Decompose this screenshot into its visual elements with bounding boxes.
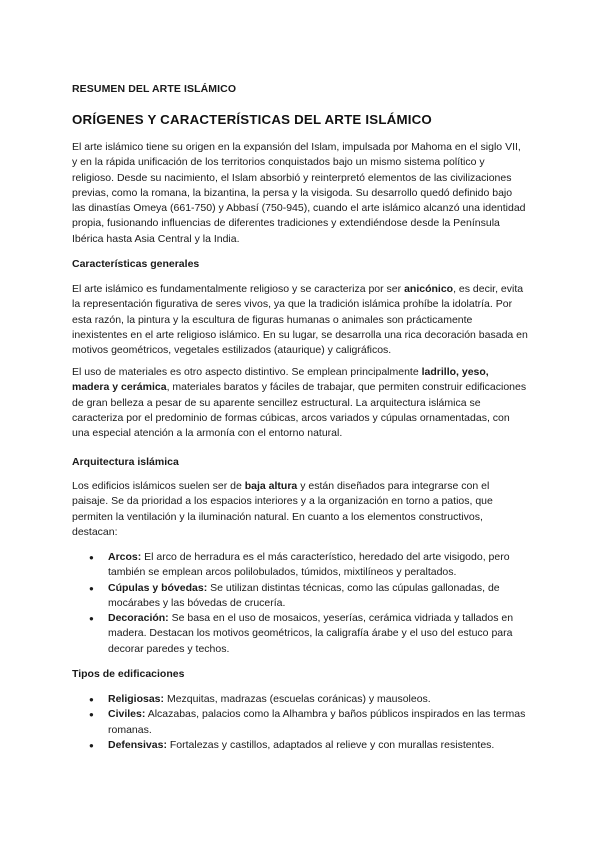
list-text: Fortalezas y castillos, adaptados al relieve y con murallas resistentes. [166,738,495,751]
list-text: El arco de herradura es el más característico, heredado del arte visigodo, pero también se emplean arcos polilobulados, túmidos, mixtilíneos y peraltados. [108,551,510,579]
intro-paragraph: El arte islámico tiene su origen en la expansión del Islam, impulsada por Mahoma en el siglo VII, y en la rápida unificación de los territorios conquistados bajo un mismo sistema político y religioso. Desde su nacimiento, el Islam absorbió y reinterpretó elementos de las civilizaciones previas, como la romana, la bizantina, la persa y la visigoda. Su desarrollo quedó definido bajo las dinastías Omeya (661-750) y Abbasí (750-945), cuando el arte islámico alcanzó una identidad propia, fusionando influencias de diferentes tradiciones y extendiéndose desde la Península Ibérica hasta Asia Central y la India. [72,141,526,245]
list-term: Arcos: [108,551,142,563]
text-run: , materiales baratos y fáciles de trabajar, que permiten construir edificaciones de gran belleza a pesar de su aparente sencillez estructural. La arquitectura islámica se caracteriza por el predominio de formas cúbicas, arcos variados y cúpulas ornamentadas, con una especial atención a la armonía con el entorno natural. [72,381,527,440]
text-run: , es decir, evita la representación figurativa de seres vivos, ya que la tradición islámica prohíbe la idolatría. Por esta razón, la pintura y la escultura de figuras humanas o animales son prácticamente inexistentes en el arte religioso islámico. En su lugar, se desarrolla una rica decoración basada en motivos geométricos, vegetales estilizados (ataurique) y caligráficos. [72,283,528,357]
list-item [72,581,528,612]
list-item [72,738,528,753]
arch-list [72,550,528,657]
list-term: Religiosas: [108,693,165,705]
list-text: Se basa en el uso de mosaicos, yeserías, cerámica vidriada y tallados en madera. Destacan los motivos geométricos, la caligrafía árabe y el uso del estuco para decorar paredes y techos. [108,612,514,655]
types-heading: Tipos de edificaciones [72,668,185,680]
types-list [72,692,528,753]
list-text: Mezquitas, madrazas (escuelas coránicas) y mausoleos. [164,693,431,705]
text-run: El uso de materiales es otro aspecto distintivo. Se emplean principalmente [72,366,422,378]
list-item [72,550,528,581]
text-run: y están diseñados para integrarse con el paisaje. Se da prioridad a los espacios interiores y a la organización en torno a patios, que permiten la ventilación y la iluminación natural. En cuanto a los elementos constructivos, destacan: [72,480,493,538]
bold-term: ladrillo, yeso, madera y cerámica [72,366,489,394]
general-paragraph-2 [72,365,528,441]
list-item [72,692,528,707]
bold-term: baja altura [244,480,298,492]
list-item [72,707,528,738]
list-text: Alcazabas, palacios como la Alhambra y baños públicos inspirados en las termas romanas. [108,708,526,736]
general-heading: Características generales [72,258,200,270]
list-term: Cúpulas y bóvedas: [108,581,208,594]
arch-paragraph [72,479,528,540]
list-text: Se utilizan distintas técnicas, como las cúpulas gallonadas, de mocárabes y las bóvedas de crucería. [108,581,500,609]
list-item [72,611,528,657]
list-term: Defensivas: [108,738,167,751]
list-term: Decoración: [108,612,169,625]
bold-term: anicónico [404,283,454,295]
list-term: Civiles: [108,708,146,721]
arch-heading: Arquitectura islámica [72,456,179,468]
text-run: Los edificios islámicos suelen ser de [72,480,245,492]
general-paragraph-1 [72,282,528,358]
text-run: El arte islámico es fundamentalmente religioso y se caracteriza por ser [72,283,405,295]
section-title: ORÍGENES Y CARACTERÍSTICAS DEL ARTE ISLÁMICO [72,112,432,127]
document-title: RESUMEN DEL ARTE ISLÁMICO [72,83,237,95]
